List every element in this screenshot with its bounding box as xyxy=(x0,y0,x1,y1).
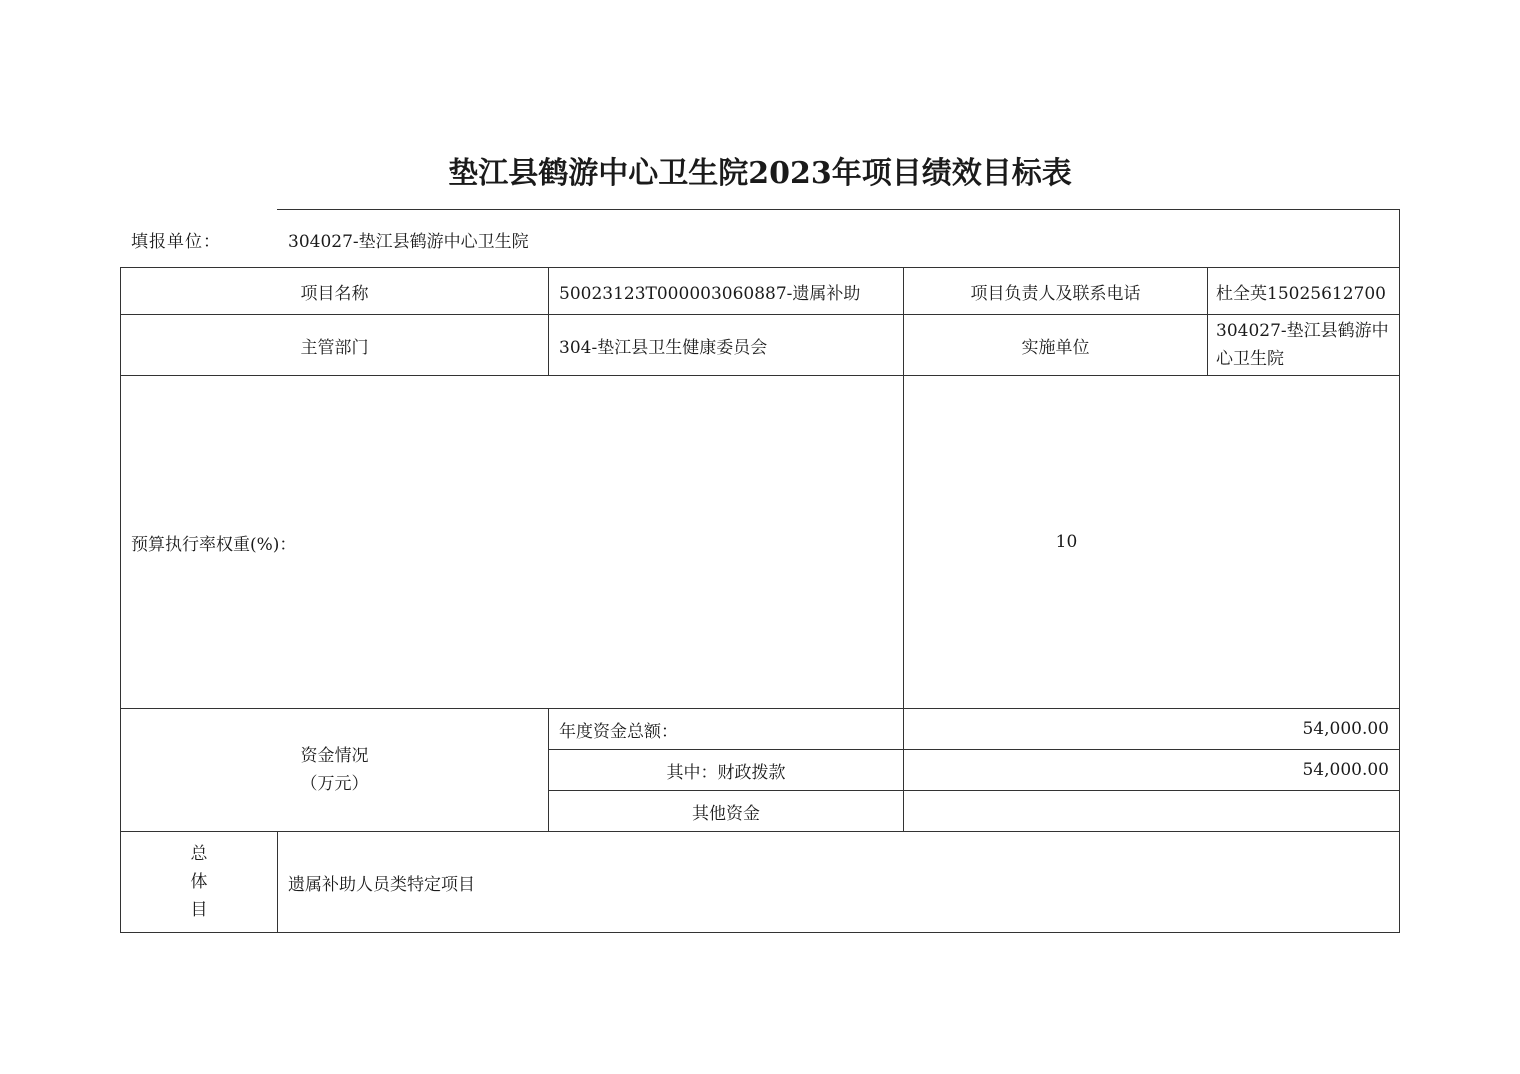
project-contact-label: 项目负责人及联系电话 xyxy=(904,268,1208,315)
impl-unit-value: 304027-垫江县鹤游中心卫生院 xyxy=(1208,315,1400,376)
dept-value: 304-垫江县卫生健康委员会 xyxy=(549,315,904,376)
header-right-border xyxy=(1399,209,1400,268)
dept-label: 主管部门 xyxy=(121,315,549,376)
goal-value: 遗属补助人员类特定项目 xyxy=(278,832,1400,933)
budget-rate-label: 预算执行率权重(%)： xyxy=(121,376,904,709)
impl-unit-label: 实施单位 xyxy=(904,315,1208,376)
budget-rate-value: 10 xyxy=(904,376,1400,709)
fill-unit-value: 304027-垫江县鹤游中心卫生院 xyxy=(288,232,529,252)
goal-label-char: 目 xyxy=(190,900,208,920)
annual-funds-value: 54,000.00 xyxy=(904,709,1400,750)
goal-label-char: 体 xyxy=(190,872,208,892)
other-funds-value xyxy=(904,791,1400,832)
header-top-border xyxy=(277,209,1400,210)
page-title: 垫江县鹤游中心卫生院2023年项目绩效目标表 xyxy=(448,156,1072,191)
performance-table xyxy=(120,267,1400,933)
annual-funds-label: 年度资金总额： xyxy=(549,709,904,750)
project-name-label: 项目名称 xyxy=(121,268,549,315)
table-row xyxy=(121,376,1400,709)
goal-label-char: 总 xyxy=(190,844,208,864)
funds-unit: （万元） xyxy=(300,774,369,794)
fiscal-funds-label: 其中：财政拨款 xyxy=(549,750,904,791)
table-row xyxy=(121,268,1400,315)
fill-unit-label: 填报单位： xyxy=(131,232,221,252)
table-row xyxy=(121,832,1400,933)
funds-label: 资金情况 xyxy=(300,746,369,766)
fiscal-funds-value: 54,000.00 xyxy=(904,750,1400,791)
project-name-value: 50023123T000003060887-遗属补助 xyxy=(549,268,904,315)
goal-label-cell xyxy=(121,832,278,933)
other-funds-label: 其他资金 xyxy=(549,791,904,832)
table-row xyxy=(121,315,1400,376)
project-contact-value: 杜全英15025612700 xyxy=(1208,268,1400,315)
table-row xyxy=(121,709,1400,750)
funds-label-cell xyxy=(121,709,549,832)
